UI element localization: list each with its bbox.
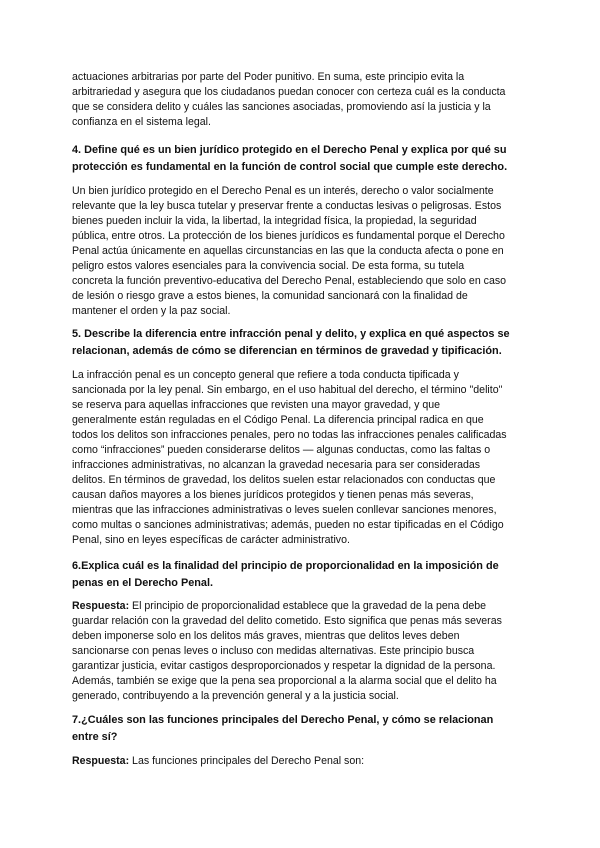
answer-4-paragraph (72, 184, 542, 319)
answer-6-text: El principio de proporcionalidad establece que la gravedad de la pena debe (129, 600, 487, 612)
text-line: 6.Explica cuál es la finalidad del principio de proporcionalidad en la imposición de (72, 560, 499, 572)
question-7-heading (72, 712, 542, 745)
answer-7-text: Las funciones principales del Derecho Penal son: (129, 755, 365, 767)
text-line: que se considera delito y cuáles las sanciones asociadas, promoviendo así la justicia y la (72, 101, 491, 113)
text-line: pública, entre otros. La protección de los bienes jurídicos es fundamental porque el Derecho (72, 230, 505, 242)
text-line: mientras que las infracciones administrativas o leves suelen conllevar sanciones menores, (72, 504, 497, 516)
text-line: entre sí? (72, 730, 118, 743)
answer-6-first-line (72, 599, 542, 614)
text-line: penas en el Derecho Penal. (72, 576, 214, 589)
answer-7-paragraph (72, 754, 542, 769)
answer-6-paragraph (72, 599, 542, 704)
question-5-heading (72, 326, 542, 359)
text-line: delitos. En términos de gravedad, los delitos suelen estar relacionados con conductas que (72, 474, 496, 486)
text-line: 4. Define qué es un bien jurídico protegido en el Derecho Penal y explica por qué su (72, 144, 507, 156)
text-line: Penal actúa únicamente en aquellas circunstancias en las que la conducta afecta o pone en (72, 245, 504, 257)
text-line: relacionan, además de cómo se diferencian en términos de gravedad y tipificación. (72, 344, 502, 357)
paragraph-principle-conclusion (72, 70, 542, 130)
text-line: bienes pueden incluir la vida, la libertad, la integridad física, la propiedad, la seguridad (72, 215, 477, 227)
text-line: peligro estos valores esenciales para la convivencia social. De esta forma, su tutela (72, 260, 465, 272)
text-line: Penal, sino en leyes específicas de carácter administrativo. (72, 534, 350, 546)
answer-7-first-line (72, 754, 542, 769)
text-line: 7.¿Cuáles son las funciones principales del Derecho Penal, y cómo se relacionan (72, 714, 494, 726)
text-line: actuaciones arbitrarias por parte del Poder punitivo. En suma, este principio evita la (72, 71, 465, 83)
text-line: deben imponerse solo en los delitos más graves, mientras que delitos leves deben (72, 630, 460, 642)
answer-label: Respuesta: (72, 600, 130, 612)
text-line: protección es fundamental en la función de control social que cumple este derecho. (72, 160, 508, 173)
text-line: Además, también se exige que la pena sea proporcional a la alarma social que el delito ha (72, 675, 497, 687)
text-line: Un bien jurídico protegido en el Derecho Penal es un interés, derecho o valor socialmente (72, 185, 494, 197)
text-line: 5. Describe la diferencia entre infracción penal y delito, y explica en qué aspectos se (72, 328, 510, 340)
question-4-heading (72, 142, 542, 175)
text-line: garantizar justicia, evitar castigos desproporcionados y respetar la dignidad de la persona. (72, 660, 496, 672)
text-line: se reserva para aquellas infracciones que revisten una mayor gravedad, y que (72, 399, 441, 411)
text-line: mantener el orden y la paz social. (72, 305, 231, 317)
answer-5-paragraph (72, 368, 542, 548)
text-line: relevante que la ley busca tutelar y preservar frente a conductas lesivas o peligrosas. Estos (72, 200, 502, 212)
text-line: generado, contribuyendo a la prevención general y a la justicia social. (72, 690, 399, 702)
text-line: infracciones administrativas, no alcanzan la gravedad necesaria para ser consideradas (72, 459, 481, 471)
text-line: La infracción penal es un concepto general que refiere a toda conducta tipificada y (72, 369, 459, 381)
text-line: todos los delitos son infracciones penales, pero no todas las infracciones penales calificadas (72, 429, 507, 441)
text-line: de lesión o riesgo grave a estos bienes, la comunidad sancionará con la finalidad de (72, 290, 468, 302)
text-line: como “infracciones” pueden considerarse delitos — algunas conductas, como las faltas o (72, 444, 491, 456)
question-6-heading (72, 558, 542, 591)
text-line: guardar relación con la gravedad del delito cometido. Esto significa que penas más severas (72, 615, 502, 627)
text-line: concreta la función preventivo-educativa del Derecho Penal, estableciendo que solo en caso (72, 275, 507, 287)
text-line: confianza en el sistema legal. (72, 116, 211, 128)
answer-label: Respuesta: (72, 755, 130, 767)
text-line: generalmente están reguladas en el Código Penal. La diferencia principal radica en que (72, 414, 484, 426)
text-line: sancionarse con penas leves o incluso con medidas alternativas. Este principio busca (72, 645, 475, 657)
text-line: como multas o sanciones administrativas; además, pueden no estar tipificadas en el Código (72, 519, 504, 531)
text-line: arbitrariedad y asegura que los ciudadanos puedan conocer con certeza cuál es la conducta (72, 86, 506, 98)
text-line: causan daños mayores a los bienes jurídicos protegidos y tienen penas más severas, (72, 489, 474, 501)
text-line: sancionada por la ley penal. Sin embargo, en el uso habitual del derecho, el término "delito" (72, 384, 503, 396)
